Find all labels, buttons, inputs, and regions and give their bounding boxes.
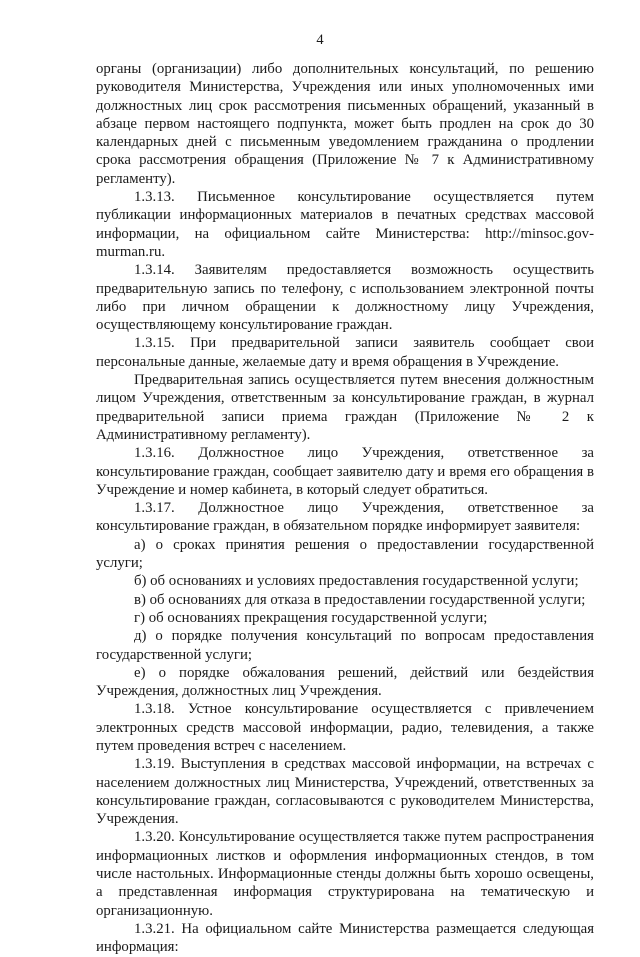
list-item-e: е) о порядке обжалования решений, действий или бездействия Учреждения, должностных лиц Учреждения.: [96, 664, 594, 700]
list-item-g: г) об основаниях прекращения государственной услуги;: [134, 609, 488, 626]
paragraph-1-3-16: 1.3.16. Должностное лицо Учреждения, ответственное за консультирование граждан, сообщает заявителю дату и время его обращения в Учреждение и номер кабинета, в который следует обратиться.: [96, 445, 594, 498]
paragraph-1-3-21: 1.3.21. На официальном сайте Министерства размещается следующая информация:: [96, 920, 594, 956]
page-number: 4: [316, 32, 324, 48]
paragraph-1-3-18: 1.3.18. Устное консультирование осуществляется с привлечением электронных средств массовой информации, радио, телевидения, а также путем проведения встреч с населением.: [96, 701, 594, 754]
paragraph-1-3-19: 1.3.19. Выступления в средствах массовой информации, на встречах с населением должностных лиц Министерства, Учреждений, ответственных за консультирование граждан, согласовываются с руководителем Министерства, Учреждения.: [96, 756, 594, 828]
paragraph-continuation: органы (организации) либо дополнительных консультаций, по решению руководителя Министерства, Учреждения или иных уполномоченных ими должностных лиц срок рассмотрения письменных обращений, указанный в абзаце первом настоящего подпункта, может быть продлен на срок до 30 календарных дней с письменным уведомлением гражданина о продлении срока рассмотрения обращения (Приложение № 7 к Административному регламенту).: [96, 61, 594, 187]
paragraph-1-3-14: 1.3.14. Заявителям предоставляется возможность осуществить предварительную запись по телефону, с использованием электронной почты либо при личном обращении к должностному лицу Учреждения, осуществляющему консультирование граждан.: [96, 262, 594, 334]
paragraph-1-3-15: 1.3.15. При предварительной записи заявитель сообщает свои персональные данные, желаемые дату и время обращения в Учреждение.: [96, 335, 594, 370]
body-text: [96, 60, 594, 957]
paragraph-1-3-17: 1.3.17. Должностное лицо Учреждения, ответственное за консультирование граждан, в обязательном порядке информирует заявителя:: [96, 500, 594, 535]
list-item-d: д) о порядке получения консультаций по вопросам предоставления государственной услуги;: [96, 628, 594, 663]
list-item-a: а) о сроках принятия решения о предоставлении государственной услуги;: [96, 536, 594, 572]
paragraph-1-3-20: 1.3.20. Консультирование осуществляется также путем распространения информационных листков и оформления информационных стендов, в том числе настольных. Информационные стенды должны быть хорошо освещены, а представленная информация структурирована на тематическую и организационную.: [96, 829, 594, 919]
paragraph-preliminary-record: Предварительная запись осуществляется путем внесения должностным лицом Учреждения, ответственным за консультирование граждан, в журнал предварительной записи приема граждан (Приложение № 2 к Административному регламенту).: [96, 372, 594, 443]
list-item-v: в) об основаниях для отказа в предоставлении государственной услуги;: [134, 591, 586, 608]
paragraph-1-3-13: 1.3.13. Письменное консультирование осуществляется путем публикации информационных материалов в печатных средствах массовой информации, на официальном сайте Министерства: http://minsoc.gov-murman.ru.: [96, 189, 594, 260]
list-item-b: б) об основаниях и условиях предоставления государственной услуги;: [134, 573, 579, 590]
